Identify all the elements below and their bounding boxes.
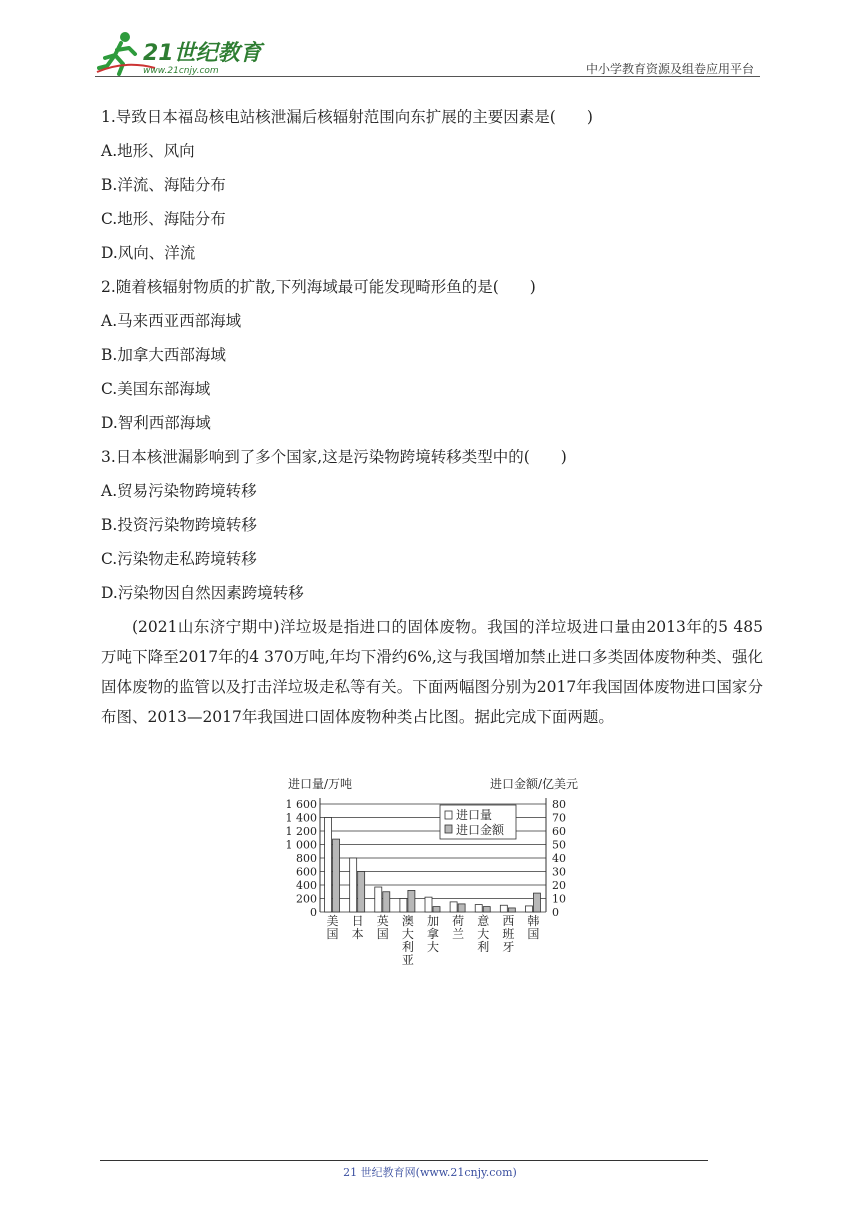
logo-text: 21世纪教育 xyxy=(143,41,262,66)
question-3 xyxy=(101,440,763,610)
left-axis-label: 进口量/万吨 xyxy=(288,777,353,791)
left-tick-label: 1 000 xyxy=(285,838,317,852)
bar-import-amount xyxy=(533,893,540,912)
left-tick-label: 1 600 xyxy=(285,798,317,811)
category-label: 加 xyxy=(426,914,440,928)
category-label: 国 xyxy=(376,927,389,941)
bar-import-volume xyxy=(350,858,357,912)
bar-import-volume xyxy=(400,899,407,913)
question-stem: 1.导致日本福岛核电站核泄漏后核辐射范围向东扩展的主要因素是( ) xyxy=(101,108,593,126)
page-content xyxy=(101,100,763,732)
bar-import-volume xyxy=(325,818,332,913)
option-c: C.污染物走私跨境转移 xyxy=(101,550,257,568)
option-a: A.地形、风向 xyxy=(101,142,195,160)
option-b: B.投资污染物跨境转移 xyxy=(101,516,257,534)
option-d: D.智利西部海域 xyxy=(101,414,211,432)
legend-swatch-amount xyxy=(445,825,452,833)
right-tick-label: 0 xyxy=(552,906,559,919)
option-a: A.贸易污染物跨境转移 xyxy=(101,482,257,500)
category-label: 西 xyxy=(502,914,515,928)
logo-subtext: www.21cnjy.com xyxy=(143,66,219,76)
bar-import-volume xyxy=(475,905,482,912)
category-label: 荷 xyxy=(452,914,465,928)
header-platform-text: 中小学教育资源及组卷应用平台 xyxy=(585,62,754,76)
category-label: 拿 xyxy=(426,927,440,941)
header-divider xyxy=(95,76,760,77)
question-1 xyxy=(101,100,763,270)
legend-label-volume: 进口量 xyxy=(456,808,493,822)
right-tick-label: 70 xyxy=(552,811,566,825)
passage: (2021山东济宁期中)洋垃圾是指进口的固体废物。我国的洋垃圾进口量由2013年的5 485万吨下降至2017年的4 370万吨,年均下滑约6%,这与我国增加禁止进口多类固体废物种类、强化固体废物的监管以及打击洋垃圾走私等有关。下面两幅图分别为2017年我国固体废物进口国家分布图、2013—2017年我国进口固体废物种类占比图。据此完成下面两题。 xyxy=(101,618,763,726)
left-tick-label: 400 xyxy=(296,879,317,892)
option-b: B.洋流、海陆分布 xyxy=(101,176,226,194)
question-stem: 3.日本核泄漏影响到了多个国家,这是污染物跨境转移类型中的( ) xyxy=(101,448,567,466)
right-axis-label: 进口金额/亿美元 xyxy=(489,777,578,791)
left-tick-label: 0 xyxy=(310,906,317,919)
bar-import-amount xyxy=(433,907,440,912)
bar-import-amount xyxy=(483,907,490,912)
left-tick-label: 1 400 xyxy=(285,811,317,825)
right-tick-label: 80 xyxy=(552,798,566,811)
waste-import-chart xyxy=(282,772,582,972)
category-label: 日 xyxy=(351,914,364,928)
bar-import-amount xyxy=(408,890,415,912)
category-label: 国 xyxy=(326,927,339,941)
category-label: 英 xyxy=(376,914,389,928)
category-label: 大 xyxy=(426,940,440,954)
bar-import-amount xyxy=(333,839,340,912)
right-tick-label: 20 xyxy=(552,879,566,892)
category-label: 本 xyxy=(351,927,364,941)
category-label: 兰 xyxy=(452,927,465,941)
right-tick-label: 50 xyxy=(552,838,566,852)
bar-import-volume xyxy=(375,887,382,912)
page-header xyxy=(95,28,760,80)
left-tick-label: 600 xyxy=(296,865,317,879)
footer-divider xyxy=(100,1160,708,1161)
option-b: B.加拿大西部海域 xyxy=(101,346,226,364)
bar-import-amount xyxy=(383,892,390,912)
category-label: 大 xyxy=(401,927,414,941)
category-label: 大 xyxy=(477,927,490,941)
bar-import-volume xyxy=(425,897,432,912)
category-label: 澳 xyxy=(401,914,414,928)
left-tick-label: 200 xyxy=(296,892,317,906)
category-label: 班 xyxy=(502,927,515,941)
category-label: 韩 xyxy=(527,914,540,928)
category-label: 利 xyxy=(477,940,490,954)
category-label: 牙 xyxy=(502,940,515,954)
right-tick-label: 60 xyxy=(552,825,566,838)
bar-import-amount xyxy=(358,872,365,913)
legend-swatch-volume xyxy=(445,811,452,819)
right-tick-label: 40 xyxy=(552,852,566,865)
bar-import-volume xyxy=(450,902,457,912)
bar-import-amount xyxy=(508,908,515,912)
category-label: 亚 xyxy=(401,953,414,967)
left-tick-label: 1 200 xyxy=(285,825,317,838)
option-d: D.风向、洋流 xyxy=(101,244,196,262)
bar-import-volume xyxy=(500,905,507,912)
category-label: 国 xyxy=(527,927,540,941)
footer-text: 21 世纪教育网(www.21cnjy.com) xyxy=(343,1166,517,1179)
option-d: D.污染物因自然因素跨境转移 xyxy=(101,584,304,602)
category-label: 意 xyxy=(477,914,490,928)
category-label: 利 xyxy=(401,940,414,954)
bar-import-amount xyxy=(458,904,465,912)
question-2 xyxy=(101,270,763,440)
option-c: C.美国东部海域 xyxy=(101,380,211,398)
category-label: 美 xyxy=(326,914,339,928)
right-tick-label: 30 xyxy=(552,865,566,879)
question-stem: 2.随着核辐射物质的扩散,下列海域最可能发现畸形鱼的是( ) xyxy=(101,278,536,296)
option-c: C.地形、海陆分布 xyxy=(101,210,226,228)
bar-import-volume xyxy=(525,906,532,912)
left-tick-label: 800 xyxy=(296,852,317,865)
legend-label-amount: 进口金额 xyxy=(456,823,505,837)
right-tick-label: 10 xyxy=(552,892,566,906)
site-logo xyxy=(95,28,265,78)
option-a: A.马来西亚西部海域 xyxy=(101,312,242,330)
